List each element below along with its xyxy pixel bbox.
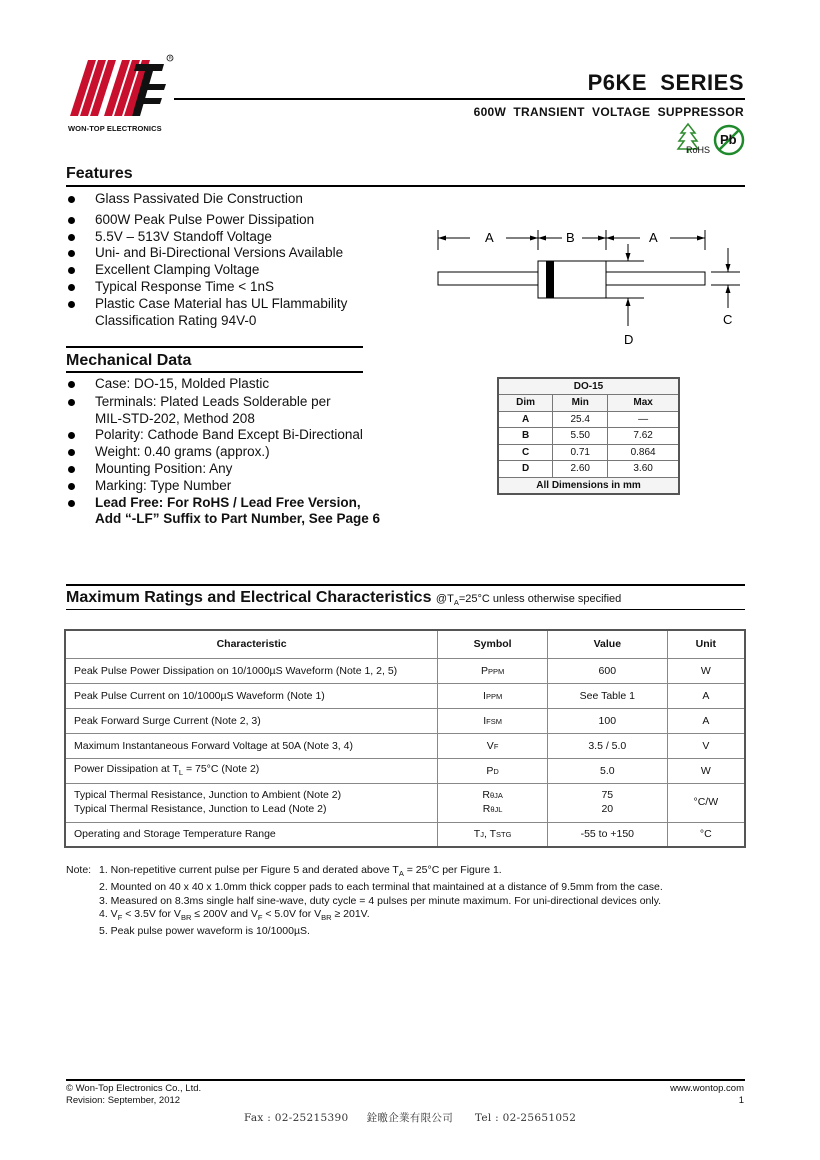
list-item: Uni- and Bi-Directional Versions Available [66, 245, 426, 262]
header-rule [174, 98, 745, 100]
list-item: Mounting Position: Any [66, 461, 426, 478]
dim-label-c: C [723, 312, 733, 327]
pb-label: Pb [720, 132, 737, 147]
table-row: Operating and Storage Temperature Range TJ, TSTG -55 to +150 °C [65, 822, 745, 847]
table-row: B 5.50 7.62 [498, 428, 679, 445]
ratings-header: Symbol [438, 630, 548, 658]
features-list [66, 191, 426, 329]
rohs-label: RoHS [686, 145, 711, 155]
pb-free-icon [712, 124, 746, 156]
won-top-logo [66, 50, 176, 120]
features-heading: Features [66, 165, 133, 182]
ratings-header: Unit [667, 630, 745, 658]
table-row: A 25.4 — [498, 411, 679, 428]
features-rule [66, 185, 745, 187]
list-item: Excellent Clamping Voltage [66, 262, 426, 279]
do15-package-diagram [430, 226, 750, 356]
dim-table-footer: All Dimensions in mm [498, 477, 679, 494]
list-item: Case: DO-15, Molded Plastic [66, 376, 426, 393]
list-item: Weight: 0.40 grams (approx.) [66, 444, 426, 461]
revision: Revision: September, 2012 [66, 1095, 181, 1106]
subtitle: 600W TRANSIENT VOLTAGE SUPPRESSOR [473, 105, 744, 119]
dim-table-header: Max [608, 395, 679, 412]
table-row: Peak Pulse Power Dissipation on 10/1000µS Waveform (Note 1, 2, 5) PPPM 600 W [65, 658, 745, 683]
ratings-rule [66, 609, 745, 610]
dim-label-b: B [566, 230, 575, 245]
list-item: Glass Passivated Die Construction [66, 191, 426, 208]
footer-rule [66, 1079, 745, 1081]
list-item: Typical Response Time < 1nS [66, 279, 426, 296]
copyright: © Won-Top Electronics Co., Ltd. [66, 1083, 202, 1094]
dim-table-title: DO-15 [498, 378, 679, 395]
dim-table-header: Dim [498, 395, 553, 412]
table-row: C 0.71 0.864 [498, 444, 679, 461]
ratings-table [64, 629, 746, 848]
table-row: D 2.60 3.60 [498, 461, 679, 478]
list-item: Terminals: Plated Leads Solderable per MIL-STD-202, Method 208 [66, 394, 426, 428]
do15-dimension-table [497, 377, 680, 495]
ratings-header: Value [547, 630, 667, 658]
table-row: Maximum Instantaneous Forward Voltage at 50A (Note 3, 4) VF 3.5 / 5.0 V [65, 733, 745, 758]
ratings-top-rule [66, 584, 745, 586]
fax-line: Fax : 02-25215390 銓曒企業有限公司 Tel : 02-25651052 [244, 1112, 577, 1124]
list-item: Marking: Type Number [66, 478, 426, 495]
table-row: Peak Pulse Current on 10/1000µS Waveform (Note 1) IPPM See Table 1 A [65, 683, 745, 708]
table-row: Power Dissipation at $T_L = 75^\circ C$ (Note 2) PD 5.0 W [65, 758, 745, 783]
ratings-condition: $@T_A=25^\circ C$ unless otherwise specified [435, 593, 622, 608]
ratings-heading: Maximum Ratings and Electrical Characteristics $@T_A=25^\circ C$ unless otherwise specified [66, 589, 622, 608]
rohs-tree-icon [676, 122, 712, 156]
notes: Note: 1. Non-repetitive current pulse per Figure 5 and derated above $T_A = 25^\circ C$ per Figure 1. 2. Mounted on 40 x 40 x 1.0mm thick copper pads to each terminal that maintained at a distance of 9.5mm from the case. 3. Measured on 8.3ms single half sine-wave, duty cycle = 4 pulses per minute maximum. For uni-directional devices only. 4. $V_F < 3.5V$ for $V_{BR} \le 200V$ and $V_F < 5.0V$ for $V_{BR} \ge 201V$. 5. Peak pulse power waveform is 10/1000µS. [66, 864, 663, 938]
dim-table-header: Min [553, 395, 608, 412]
mechanical-rule [66, 371, 363, 373]
list-item: 600W Peak Pulse Power Dissipation [66, 212, 426, 229]
mechanical-list [66, 376, 426, 528]
svg-text:R: R [168, 55, 172, 61]
website-link[interactable]: www.wontop.com [670, 1083, 744, 1094]
dim-label-d: D [624, 332, 634, 347]
list-item: 5.5V – 513V Standoff Voltage [66, 229, 426, 246]
list-item: Polarity: Cathode Band Except Bi-Directional [66, 427, 426, 444]
page-number: 1 [738, 1095, 744, 1106]
dim-label-a-left: A [485, 230, 494, 245]
table-row: Peak Forward Surge Current (Note 2, 3) IFSM 100 A [65, 708, 745, 733]
ratings-header: Characteristic [65, 630, 438, 658]
dim-label-a-right: A [649, 230, 658, 245]
list-item: Plastic Case Material has UL Flammability Classification Rating 94V-0 [66, 296, 426, 330]
series-title: P6KE SERIES [587, 70, 744, 95]
mechanical-heading: Mechanical Data [66, 352, 192, 369]
list-item: Lead Free: For RoHS / Lead Free Version, Add “-LF” Suffix to Part Number, See Page 6 [66, 495, 426, 529]
mechanical-top-rule [66, 346, 363, 348]
company-name: WON-TOP ELECTRONICS [68, 124, 162, 133]
table-row: Typical Thermal Resistance, Junction to Ambient (Note 2) Typical Thermal Resistance, Junction to Lead (Note 2) RθJA RθJL 75 20 °C/W [65, 783, 745, 822]
